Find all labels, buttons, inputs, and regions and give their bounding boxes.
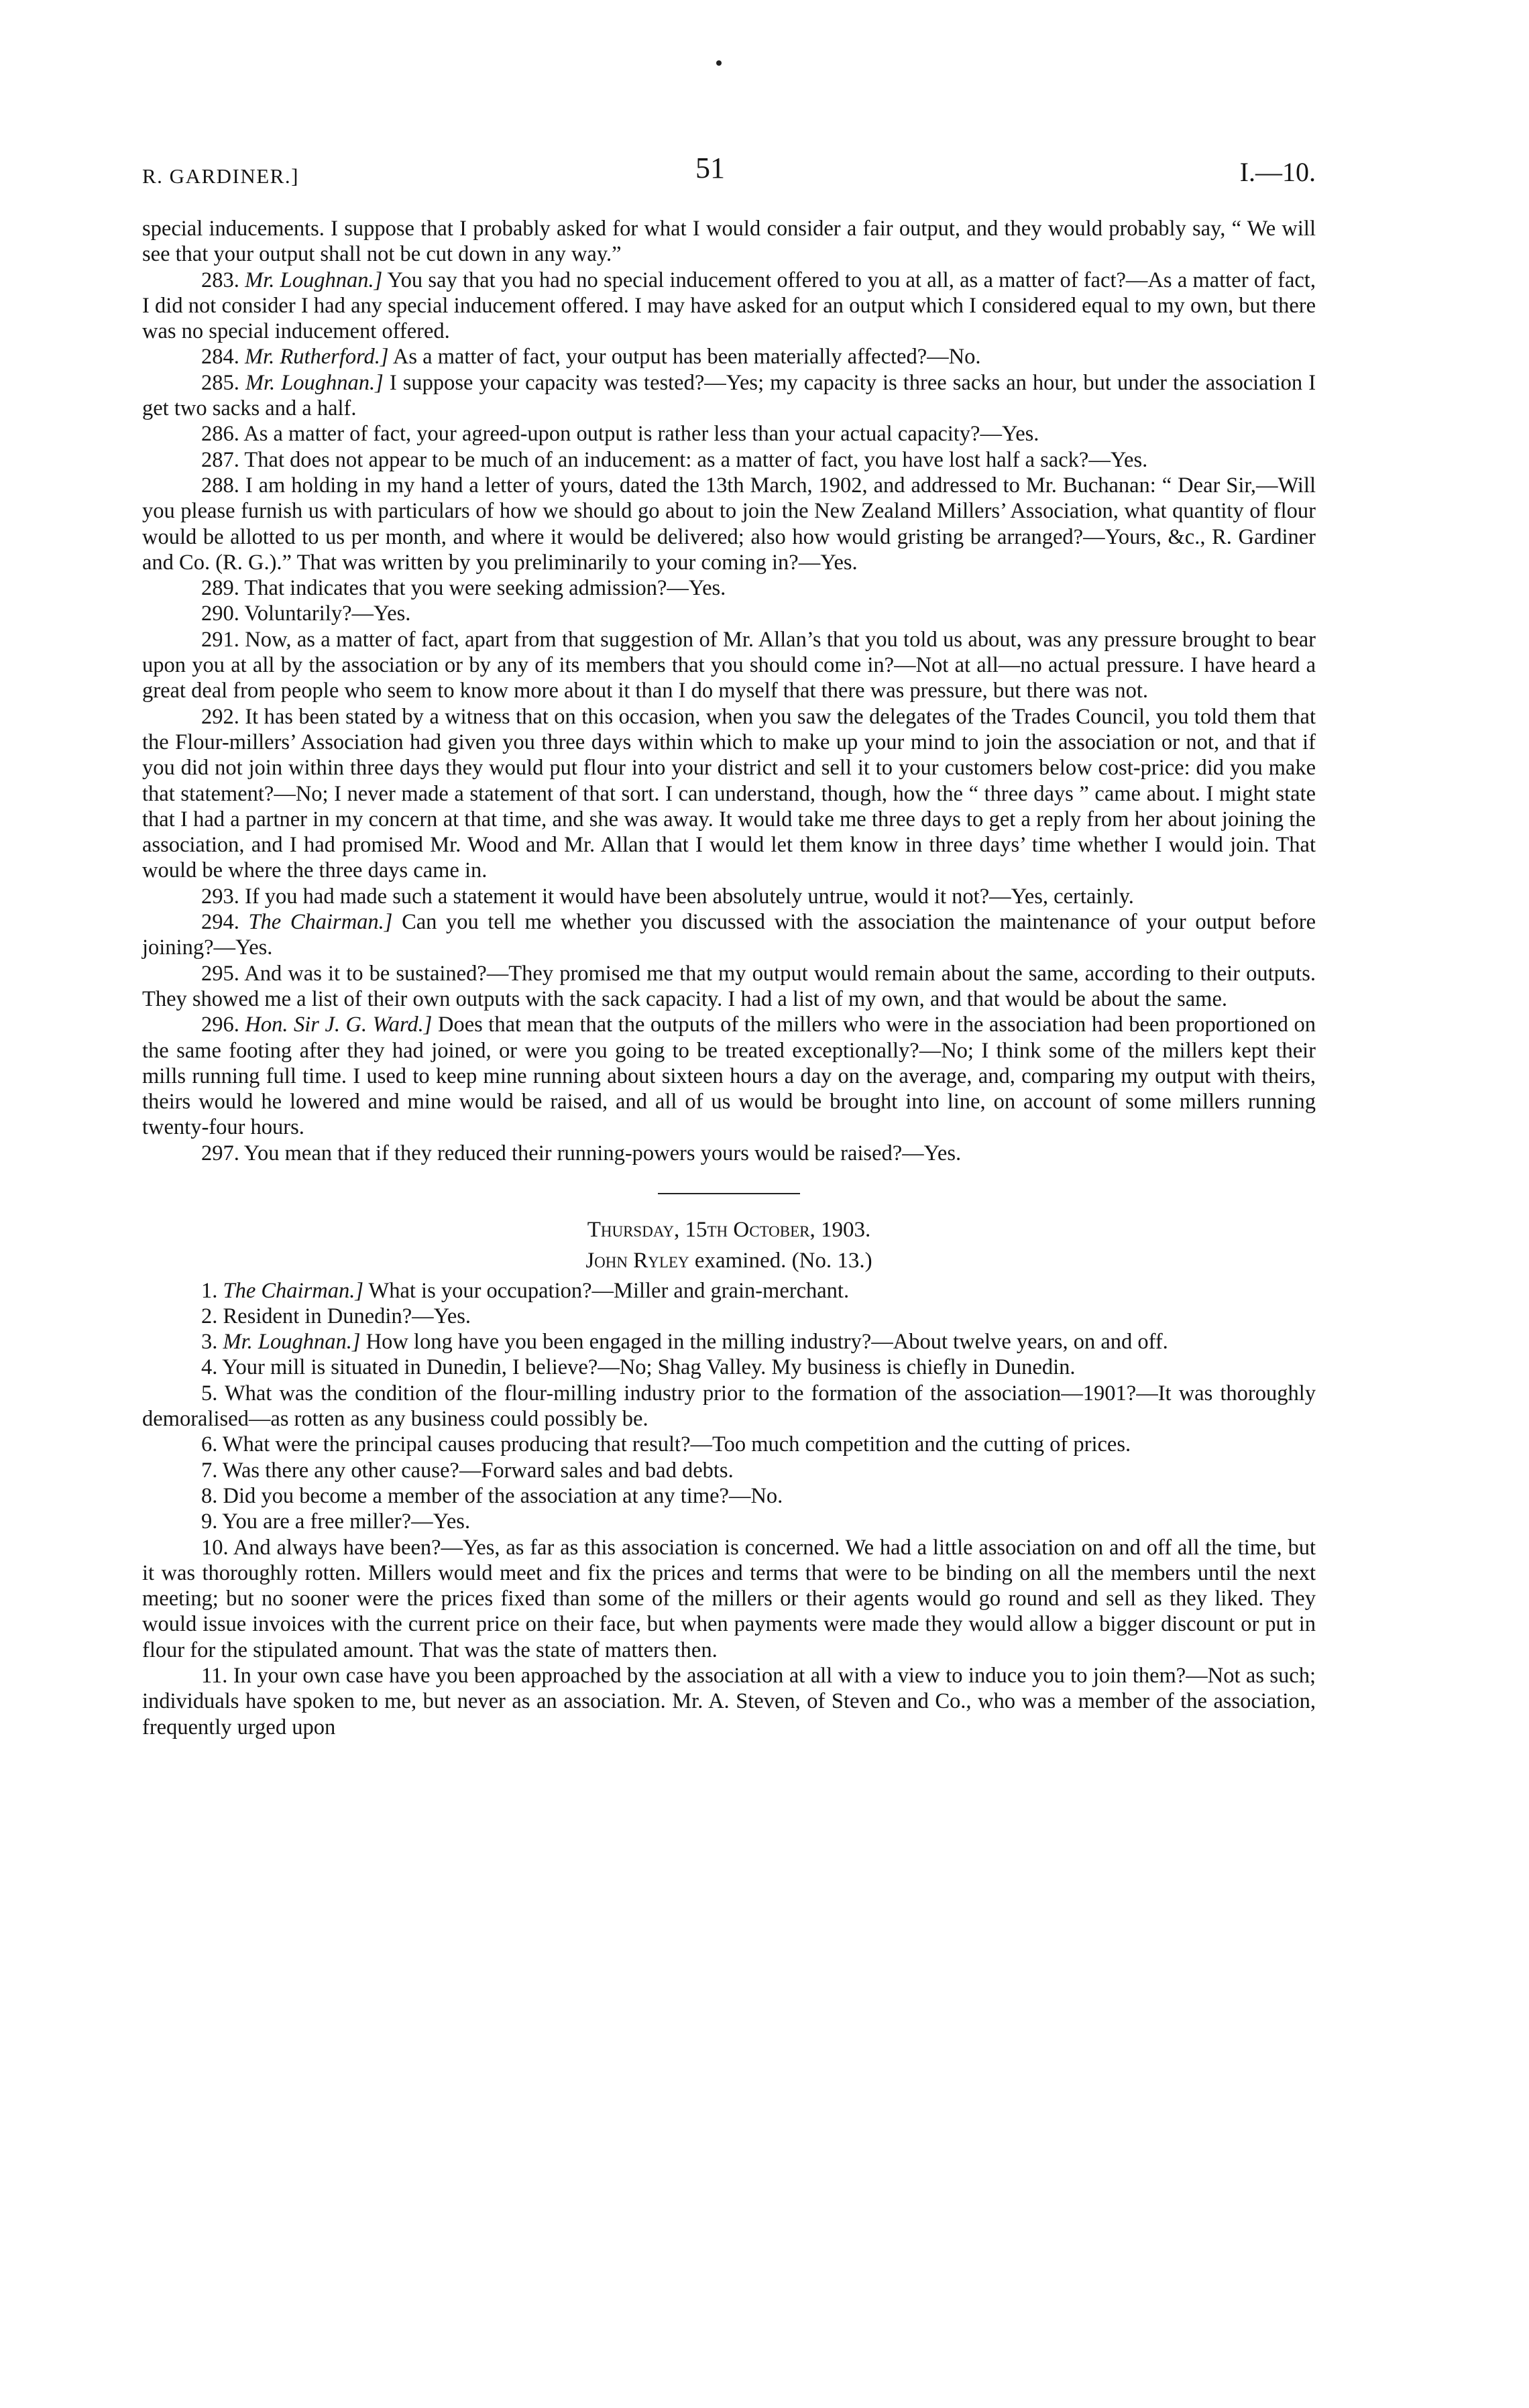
question-paragraph [142, 1278, 1316, 1304]
paragraph-text: And was it to be sustained?—They promised me that my output would remain about the same, according to their outputs. They showed me a list of their own outputs with the sack capacity. I had a list of my own, and that would be about the same. [142, 961, 1316, 1011]
paragraph-text: How long have you been engaged in the milling industry?—About twelve years, on and off. [365, 1330, 1168, 1355]
question-number: 3. [201, 1330, 218, 1355]
paragraph-text: It has been stated by a witness that on this occasion, when you saw the delegates of the Trades Council, you told them that the Flour-millers’ Association had given you three days within which to make up your mind to join the association or not, and that if you did not join within three days they would put flour into your district and sell it to your customers below cost-price: did you make that statement?—No; I never made a statement of that sort. I can understand, though, how the “ three days ” came about. I might state that I had a partner in my concern at that time, and she was away. It would take me three days to get a reply from her about joining the association, and I had promised Mr. Wood and Mr. Allan that I would let them know in three days’ time whether I would join. That would be where the three days came in. [142, 704, 1316, 883]
speaker-name: Hon. Sir J. G. Ward.] [245, 1013, 433, 1037]
question-paragraph [142, 1355, 1316, 1380]
paragraph-text: What is your occupation?—Miller and grain-merchant. [368, 1278, 850, 1303]
question-paragraph [142, 884, 1316, 909]
question-paragraph [142, 344, 1316, 369]
question-number: 295. [201, 961, 239, 986]
paragraph-text: In your own case have you been approached by the association at all with a view to induce you to join them?—Not as such; individuals have spoken to me, but never as an association. Mr. A. Steven, of Steven and Co., who was a member of the association, frequently urged upon [142, 1664, 1316, 1739]
question-number: 291. [201, 627, 239, 652]
question-number: 288. [201, 473, 239, 498]
question-number: 297. [201, 1141, 239, 1165]
question-paragraph [142, 627, 1316, 704]
question-paragraph [142, 601, 1316, 626]
question-number: 290. [201, 601, 239, 626]
question-paragraph [142, 1329, 1316, 1355]
question-paragraph [142, 1663, 1316, 1740]
paragraph-text: You mean that if they reduced their running-powers yours would be raised?—Yes. [243, 1141, 962, 1165]
question-number: 11. [201, 1664, 228, 1688]
question-paragraph [142, 575, 1316, 601]
question-paragraph [142, 216, 1316, 268]
evidence-section-ryley [142, 1278, 1316, 1740]
paragraph-text: If you had made such a statement it would have been absolutely untrue, would it not?—Yes, certainly. [245, 884, 1134, 909]
question-paragraph [142, 1141, 1316, 1166]
witness-heading [142, 1248, 1316, 1273]
evidence-section-gardiner [142, 216, 1316, 1166]
question-paragraph [142, 1535, 1316, 1663]
document-reference: I.—10. [1239, 157, 1316, 187]
speaker-name: Mr. Rutherford.] [245, 345, 389, 369]
question-number: 6. [201, 1432, 218, 1457]
question-number: 289. [201, 576, 239, 601]
paragraph-text: Does that mean that the outputs of the millers who were in the association had been proportioned on the same footing after they had joined, or were you going to be treated exceptionally?—No; I think some of the millers kept their mills running full time. I used to keep mine running about sixteen hours a day on the average, and, comparing my output with theirs, theirs would he lowered and mine would be raised, and all of us would be brought into line, on account of some millers running twenty-four hours. [142, 1013, 1316, 1140]
question-number: 4. [201, 1355, 218, 1380]
question-number: 2. [201, 1304, 218, 1328]
session-date: Thursday, 15th October, 1903. [587, 1217, 871, 1242]
paragraph-text: That does not appear to be much of an inducement: as a matter of fact, you have lost half a sack?—Yes. [244, 447, 1148, 472]
paragraph-text: And always have been?—Yes, as far as this association is concerned. We had a little association on and off all the time, but it was thoroughly rotten. Millers would meet and fix the prices and terms that were to be binding on all the members until the next meeting; but no sooner were the prices fixed than some of the millers or their agents would go round and sell as they liked. They would issue invoices with the current price on their face, but when payments were made they would allow a bigger discount or put in flour for the stipulated amount. That was the state of matters then. [142, 1535, 1316, 1662]
page-number: 51 [695, 152, 725, 184]
speaker-name: Mr. Loughnan.] [245, 370, 384, 395]
question-paragraph [142, 447, 1316, 473]
page-header [142, 151, 1316, 198]
paragraph-text: What was the condition of the flour-milling industry prior to the formation of the association—1901?—It was thoroughly demoralised—as rotten as any business could possibly be. [142, 1381, 1316, 1432]
question-number: 284. [201, 345, 239, 369]
question-paragraph [142, 1304, 1316, 1329]
speaker-name: Mr. Loughnan.] [245, 268, 383, 292]
paragraph-text: Resident in Dunedin?—Yes. [223, 1304, 471, 1328]
question-number: 7. [201, 1458, 218, 1483]
question-paragraph [142, 421, 1316, 447]
question-number: 293. [201, 884, 239, 909]
page-body [142, 216, 1316, 1740]
paragraph-text: Now, as a matter of fact, apart from that suggestion of Mr. Allan’s that you told us about, was any pressure brought to bear upon you at all by the association or by any of its members that you should come in?—Not at all—no actual pressure. I have heard a great deal from people who seem to know more about it than I do myself that there was pressure, but there was not. [142, 627, 1316, 703]
question-number: 10. [201, 1535, 229, 1560]
question-paragraph [142, 704, 1316, 884]
question-paragraph [142, 1432, 1316, 1457]
ink-speck [716, 60, 722, 66]
paragraph-text: special inducements. I suppose that I probably asked for what I would consider a fair output, and they would probably say, “ We will see that your output shall not be cut down in any way.” [142, 217, 1316, 267]
question-paragraph [142, 370, 1316, 422]
paragraph-text: As a matter of fact, your output has been materially affected?—No. [392, 345, 981, 369]
question-number: 5. [201, 1381, 218, 1406]
question-number: 296. [201, 1013, 239, 1037]
paragraph-text: Voluntarily?—Yes. [244, 601, 411, 626]
paragraph-text: As a matter of fact, your agreed-upon output is rather less than your actual capacity?—Yes. [243, 422, 1039, 447]
speaker-name: Mr. Loughnan.] [223, 1330, 361, 1355]
question-paragraph [142, 1483, 1316, 1509]
question-paragraph [142, 268, 1316, 345]
question-number: 9. [201, 1509, 218, 1534]
question-number: 283. [201, 268, 239, 292]
paragraph-text: I suppose your capacity was tested?—Yes; my capacity is three sacks an hour, but under the association I get two sacks and a half. [142, 370, 1316, 421]
speaker-name: The Chairman.] [223, 1278, 363, 1303]
question-paragraph [142, 1012, 1316, 1140]
question-number: 294. [201, 910, 239, 935]
question-paragraph [142, 961, 1316, 1013]
speaker-name: The Chairman.] [248, 910, 393, 935]
question-paragraph [142, 473, 1316, 575]
paragraph-text: Your mill is situated in Dunedin, I believe?—No; Shag Valley. My business is chiefly in Dunedin. [222, 1355, 1076, 1380]
question-paragraph [142, 1458, 1316, 1483]
question-number: 1. [201, 1278, 218, 1303]
question-number: 285. [201, 370, 239, 395]
question-number: 8. [201, 1483, 218, 1508]
witness-examined-note: examined. (No. 13.) [694, 1249, 872, 1273]
question-number: 286. [201, 422, 239, 447]
paragraph-text: That indicates that you were seeking admission?—Yes. [244, 576, 726, 601]
question-paragraph [142, 1381, 1316, 1432]
paragraph-text: You say that you had no special inducement offered to you at all, as a matter of fact?—As a matter of fact, I did not consider I had any special inducement offered. I may have asked for an output which I considered equal to my own, but there was no special inducement offered. [142, 268, 1316, 344]
paragraph-text: You are a free miller?—Yes. [222, 1509, 471, 1534]
paragraph-text: Can you tell me whether you discussed with the association the maintenance of your output before joining?—Yes. [142, 910, 1316, 960]
section-divider [658, 1193, 800, 1194]
question-paragraph [142, 909, 1316, 961]
witness-name: John Ryley [585, 1249, 689, 1273]
question-paragraph [142, 1509, 1316, 1534]
question-number: 292. [201, 704, 239, 729]
header-witness-name: R. GARDINER.] [142, 164, 299, 188]
paragraph-text: Was there any other cause?—Forward sales and bad debts. [222, 1458, 734, 1483]
paragraph-text: I am holding in my hand a letter of yours, dated the 13th March, 1902, and addressed to Mr. Buchanan: “ Dear Sir,—Will you please furnish us with particulars of how we should go about to join the New Zealand Millers’ Association, what quantity of flour would be allotted to us per month, and where it would be delivered; also how would gristing be arranged?—Yours, &c., R. Gardiner and Co. (R. G.).” That was written by you preliminarily to your coming in?—Yes. [142, 473, 1316, 575]
paragraph-text: What were the principal causes producing that result?—Too much competition and the cutting of prices. [222, 1432, 1131, 1457]
question-number: 287. [201, 447, 239, 472]
paragraph-text: Did you become a member of the association at any time?—No. [223, 1483, 783, 1508]
